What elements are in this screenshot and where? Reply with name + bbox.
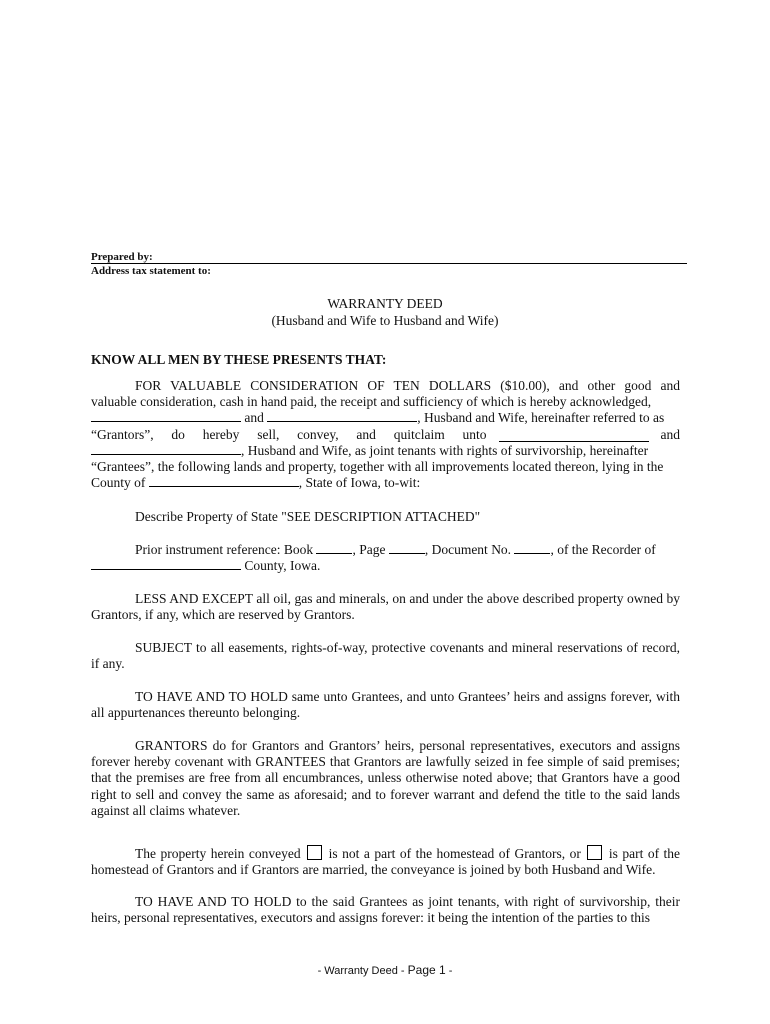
grantors-covenant-paragraph: GRANTORS do for Grantors and Grantors’ heirs, personal representatives, executors and assigns forever hereby covenant with GRANTEES that Grantors are lawfully seized in fee simple of said premises; that the premises are free from all encumbrances, unless otherwise noted above; that Grantors have a good right to sell and convey the same as aforesaid; and to forever warrant and defend the title to the said lands against all claims whatever. xyxy=(91,738,680,818)
prepared-by-label: Prepared by: xyxy=(91,251,153,263)
consideration-line-3 xyxy=(91,410,680,426)
husband-wife-ref-text: , Husband and Wife, hereinafter referred to as xyxy=(417,410,665,426)
homestead-line-1 xyxy=(91,845,680,862)
consideration-line-6: “Grantees”, the following lands and property, together with all improvements located thereon, lying in the xyxy=(91,459,664,475)
to-have-and-hold-paragraph-2: TO HAVE AND TO HOLD to the said Grantees as joint tenants, with right of survivorship, their heirs, personal representatives, executors and assigns forever: it being the intention of the parties to this xyxy=(91,894,680,926)
address-tax-label: Address tax statement to: xyxy=(91,265,211,277)
document-no-label: , Document No. xyxy=(424,542,512,557)
grantor-name-blank-1[interactable] xyxy=(91,410,241,422)
consideration-paragraph xyxy=(91,378,680,491)
not-homestead-text: is not a part of the homestead of Grantors, or xyxy=(328,846,581,861)
joint-tenants-text: , Husband and Wife, as joint tenants with rights of survivorship, hereinafter xyxy=(241,442,649,458)
consideration-line-4 xyxy=(91,427,680,443)
header-divider xyxy=(91,263,687,264)
page-number: Page 1 xyxy=(407,963,446,977)
is-homestead-text: is part of the xyxy=(608,846,681,861)
page-footer xyxy=(0,963,770,977)
document-no-blank[interactable] xyxy=(514,542,550,554)
is-homestead-checkbox[interactable] xyxy=(587,845,602,860)
grantee-name-blank-2[interactable] xyxy=(91,443,241,455)
county-of-label: County of xyxy=(91,475,146,491)
consideration-line-1: FOR VALUABLE CONSIDERATION OF TEN DOLLARS ($10.00), and other good and xyxy=(135,378,680,393)
page-label: , Page xyxy=(352,542,386,557)
homestead-line-2: homestead of Grantors and if Grantors are married, the conveyance is joined by both Husband and Wife. xyxy=(91,862,656,878)
grantee-name-blank-1[interactable] xyxy=(499,430,649,442)
document-title: WARRANTY DEED xyxy=(327,296,443,311)
recorder-county-blank[interactable] xyxy=(91,558,241,570)
page-blank[interactable] xyxy=(389,542,425,554)
to-have-and-hold-paragraph-1: TO HAVE AND TO HOLD same unto Grantees, and unto Grantees’ heirs and assigns forever, with all appurtenances thereunto belonging. xyxy=(91,689,680,721)
intro-heading: KNOW ALL MEN BY THESE PRESENTS THAT: xyxy=(91,352,387,367)
homestead-start-text: The property herein conveyed xyxy=(135,846,301,861)
and-word: and xyxy=(244,410,264,426)
describe-property-line: Describe Property of State "SEE DESCRIPTION ATTACHED" xyxy=(135,509,481,524)
state-of-iowa-text: , State of Iowa, to-wit: xyxy=(298,475,421,491)
subject-to-paragraph: SUBJECT to all easements, rights-of-way, protective covenants and mineral reservations of record, if any. xyxy=(91,640,680,672)
not-homestead-checkbox[interactable] xyxy=(307,845,322,860)
consideration-line-7 xyxy=(91,475,680,491)
recorder-label: , of the Recorder of xyxy=(550,542,656,557)
prior-reference-line-1 xyxy=(91,542,680,558)
consideration-line-2: valuable consideration, cash in hand paid, the receipt and sufficiency of which is hereby acknowledged, xyxy=(91,394,652,410)
prior-ref-label: Prior instrument reference: Book xyxy=(135,542,314,557)
county-iowa-text: County, Iowa. xyxy=(244,558,321,574)
document-subtitle: (Husband and Wife to Husband and Wife) xyxy=(271,313,499,328)
footer-label: - Warranty Deed - xyxy=(317,965,405,977)
prior-reference-paragraph xyxy=(91,542,680,574)
prior-reference-line-2 xyxy=(91,558,680,574)
footer-dash: - xyxy=(448,965,453,977)
grantor-name-blank-2[interactable] xyxy=(267,410,417,422)
county-name-blank[interactable] xyxy=(149,475,299,487)
less-and-except-paragraph: LESS AND EXCEPT all oil, gas and minerals, on and under the above described property owned by Grantors, if any, which are reserved by Grantors. xyxy=(91,591,680,623)
book-blank[interactable] xyxy=(316,542,352,554)
and-word-2: and xyxy=(660,426,680,442)
consideration-line-5 xyxy=(91,443,680,459)
grantors-line-text: “Grantors”, do hereby sell, convey, and quitclaim unto xyxy=(91,426,487,442)
homestead-paragraph xyxy=(91,845,680,878)
